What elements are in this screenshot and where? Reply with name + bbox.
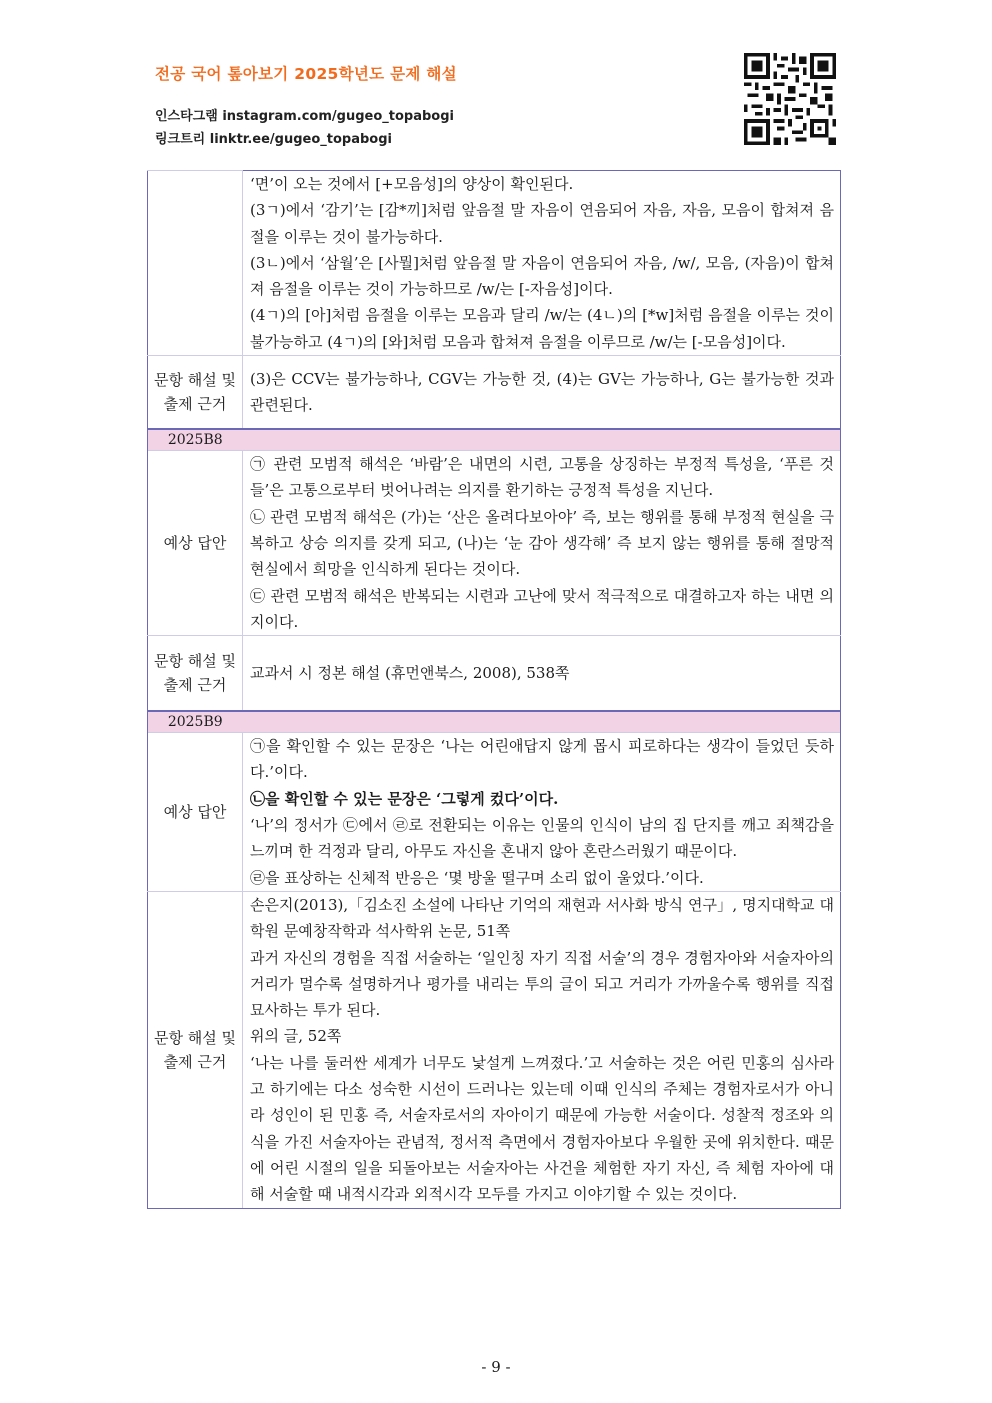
answer-label: 예상 답안 [148,451,243,636]
basis-line: 손은지(2013),「김소진 소설에 나타난 기억의 재현과 서사화 방식 연구」, 명지대학교 대학원 문예창작학과 석사학위 논문, 51쪽 [250,895,834,941]
answer-label: 예상 답안 [148,733,243,892]
basis-label: 문항 해설 및 출제 근거 [148,636,243,712]
code-row-fill [243,711,841,733]
answer-cell [243,733,841,892]
answer-line: ㉠ 관련 모범적 해석은 ‘바람’은 내면의 시련, 고통을 상징하는 부정적 특성을, ‘푸른 것들’은 고통으로부터 벗어나려는 의지를 환기하는 긍정적 특성을 지닌다. [250,455,834,500]
basis-label: 문항 해설 및 출제 근거 [148,891,243,1208]
basis-line: 위의 글, 52쪽 [250,1027,342,1046]
basis-line: 과거 자신의 경험을 직접 서술하는 ‘일인칭 자기 직접 서술’의 경우 경험자아와 서술자아의 거리가 멀수록 설명하거나 평가를 내리는 투의 글이 되고 거리가 가까울수록 행위를 직접 묘사하는 투가 된다. [250,948,834,1020]
answer-line: (4ㄱ)의 [아]처럼 음절을 이루는 모음과 달리 /w/는 (4ㄴ)의 [*w]처럼 음절을 이루는 것이 불가능하고 (4ㄱ)의 [와]처럼 모음과 합쳐져 음절을 이루므로 /w/는 [-모음성]이다. [250,306,834,351]
answer-line: ‘나’의 정서가 ㉢에서 ㉣로 전환되는 이유는 인물의 인식이 남의 집 단지를 깨고 죄책감을 느끼며 한 걱정과 달리, 아무도 자신을 혼내지 않아 혼란스러웠기 때문이다. [250,816,834,861]
table-row [148,636,841,712]
table-row [148,356,841,430]
basis-label: 문항 해설 및 출제 근거 [148,356,243,430]
table-row [148,733,841,892]
answer-line-bold: ㉡을 확인할 수 있는 문장은 ‘그렇게 컸다’이다. [250,789,559,808]
basis-cell [243,891,841,1208]
question-code-2025B8: 2025B8 [148,429,243,451]
answer-line: ㉠을 확인할 수 있는 문장은 ‘나는 어린애답지 않게 몹시 피로하다는 생각이 들었던 듯하다.’이다. [250,737,834,782]
page-number: - 9 - [481,1358,511,1376]
table-row [148,171,841,356]
continued-answer-cell [243,171,841,356]
table-row [148,891,841,1208]
qr-code-icon[interactable] [744,53,836,145]
answer-line: ㉢ 관련 모범적 해석은 반복되는 시련과 고난에 맞서 적극적으로 대결하고자 하는 내면 의지이다. [250,586,834,631]
answer-line: ‘면’이 오는 것에서 [+모음성]의 양상이 확인된다. [250,175,574,193]
answer-cell [243,451,841,636]
code-row-fill [243,429,841,451]
answer-line: ㉣을 표상하는 신체적 반응은 ‘몇 방울 떨구며 소리 없이 울었다.’이다. [250,868,704,887]
answer-table [147,170,841,1209]
instagram-link[interactable]: 인스타그램 instagram.com/gugeo_topabogi [155,109,454,124]
answer-line: ㉡ 관련 모범적 해석은 (가)는 ‘산은 올려다보아야’ 즉, 보는 행위를 통해 부정적 현실을 극복하고 상승 의지를 갖게 되고, (나)는 ‘눈 감아 생각해’ 즉 보지 않는 행위를 통해 절망적 현실에서 희망을 인식하게 된다는 것이다. [250,507,834,579]
question-code-row [148,711,841,733]
question-code-row [148,429,841,451]
basis-cell: (3)은 CCV는 불가능하나, CGV는 가능한 것, (4)는 GV는 가능하나, G는 불가능한 것과 관련된다. [243,356,841,430]
question-code-2025B9: 2025B9 [148,711,243,733]
answer-line: (3ㄱ)에서 ‘감기’는 [감*끼]처럼 앞음절 말 자음이 연음되어 자음, 자음, 모음이 합쳐져 음절을 이루는 것이 불가능하다. [250,201,834,246]
basis-line: ‘나는 나를 둘러싼 세계가 너무도 낯설게 느껴졌다.’고 서술하는 것은 어린 민홍의 심사라고 하기에는 다소 성숙한 시선이 드러나는 있는데 이때 인식의 주체는 경험자로서가 아니라 성인이 된 민홍 즉, 서술자로서의 자아이기 때문에 가능한 서술이다. 성찰적 정조와 의식을 가진 서술자아는 관념적, 정서적 측면에서 경험자아보다 우월한 곳에 위치한다. 때문에 어린 시절의 일을 되돌아보는 서술자아는 사건을 체험한 자기 자신, 즉 체험 자아에 대해 서술할 때 내적시각과 외적시각 모두를 가지고 이야기할 수 있는 것이다. [250,1053,834,1204]
basis-cell: 교과서 시 정본 해설 (휴먼앤북스, 2008), 538쪽 [243,636,841,712]
empty-label-cell [148,171,243,356]
document-title: 전공 국어 톺아보기 2025학년도 문제 해설 [155,65,457,83]
answer-line: (3ㄴ)에서 ‘삼월’은 [사뭘]처럼 앞음절 말 자음이 연음되어 자음, /w/, 모음, (자음)이 합쳐져 음절을 이루는 것이 가능하므로 /w/는 [-자음성]이다. [250,253,834,299]
page-header [155,62,457,151]
table-row [148,451,841,636]
linktree-link[interactable]: 링크트리 linktr.ee/gugeo_topabogi [155,132,392,147]
